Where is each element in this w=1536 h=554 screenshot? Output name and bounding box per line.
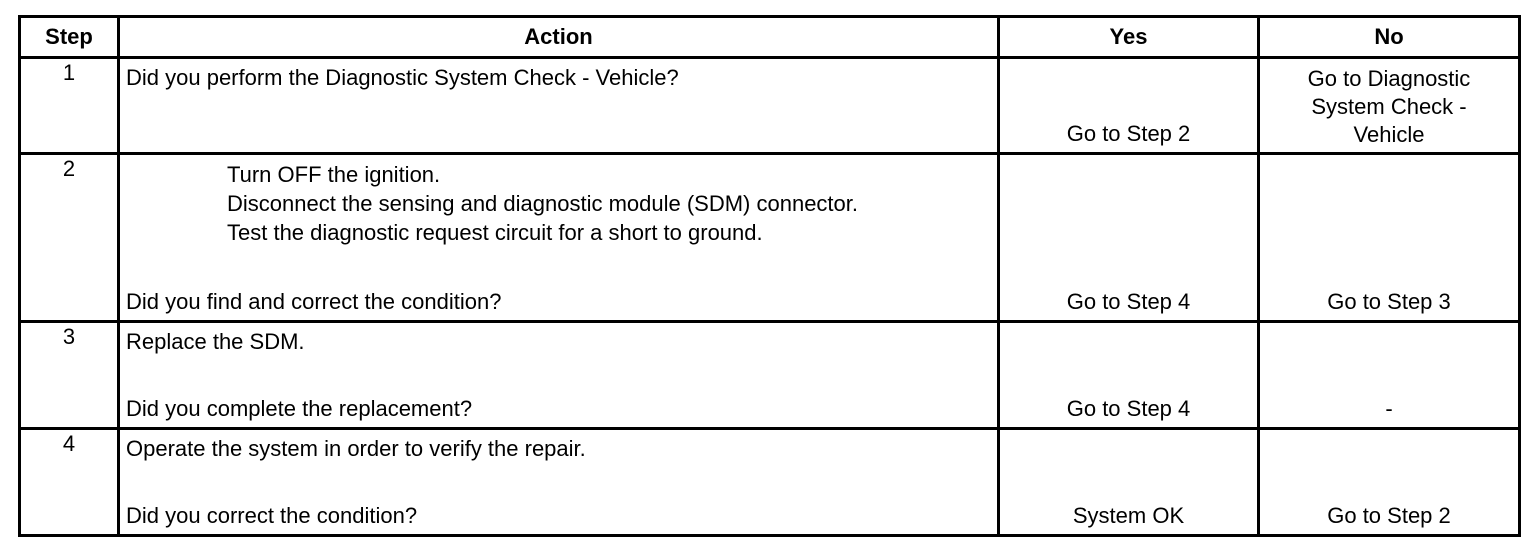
substep-list (227, 161, 858, 248)
no-cell (1259, 58, 1520, 154)
action-question: Did you correct the condition? (126, 503, 418, 528)
yes-cell (999, 154, 1259, 322)
action-question: Did you complete the replacement? (126, 396, 473, 421)
header-action: Action (119, 17, 999, 58)
step-number: 3 (20, 322, 119, 429)
step-number: 4 (20, 429, 119, 536)
header-row (20, 17, 1520, 58)
action-question: Did you perform the Diagnostic System Check - Vehicle? (126, 65, 679, 90)
action-question: Did you find and correct the condition? (126, 289, 502, 314)
yes-cell (999, 58, 1259, 154)
yes-result: Go to Step 4 (1066, 396, 1191, 421)
header-no: No (1259, 17, 1520, 58)
action-cell (119, 154, 999, 322)
yes-result: Go to Step 2 (1066, 121, 1191, 146)
yes-result: Go to Step 4 (1066, 289, 1191, 314)
substep: Disconnect the sensing and diagnostic module (SDM) connector. (227, 191, 859, 216)
no-cell (1259, 154, 1520, 322)
table-row (20, 429, 1520, 536)
yes-cell (999, 322, 1259, 429)
header-yes: Yes (999, 17, 1259, 58)
diagnostic-table (18, 15, 1521, 537)
yes-result: System OK (1072, 503, 1185, 528)
step-number: 2 (20, 154, 119, 322)
no-cell (1259, 429, 1520, 536)
no-result: Go to Step 2 (1327, 503, 1451, 528)
action-cell (119, 58, 999, 154)
table-row (20, 154, 1520, 322)
no-cell (1259, 322, 1520, 429)
substep: Turn OFF the ignition. (227, 162, 441, 187)
action-instruction: Operate the system in order to verify the repair. (126, 436, 586, 461)
substep: Test the diagnostic request circuit for a short to ground. (227, 220, 763, 245)
no-result: - (1385, 396, 1393, 421)
action-cell (119, 429, 999, 536)
table-row (20, 322, 1520, 429)
header-step: Step (20, 17, 119, 58)
action-instruction: Replace the SDM. (126, 329, 305, 354)
no-result: Go to Diagnostic System Check - Vehicle (1307, 66, 1471, 147)
no-result: Go to Step 3 (1327, 289, 1451, 314)
yes-cell (999, 429, 1259, 536)
action-cell (119, 322, 999, 429)
step-number: 1 (20, 58, 119, 154)
table-row (20, 58, 1520, 154)
